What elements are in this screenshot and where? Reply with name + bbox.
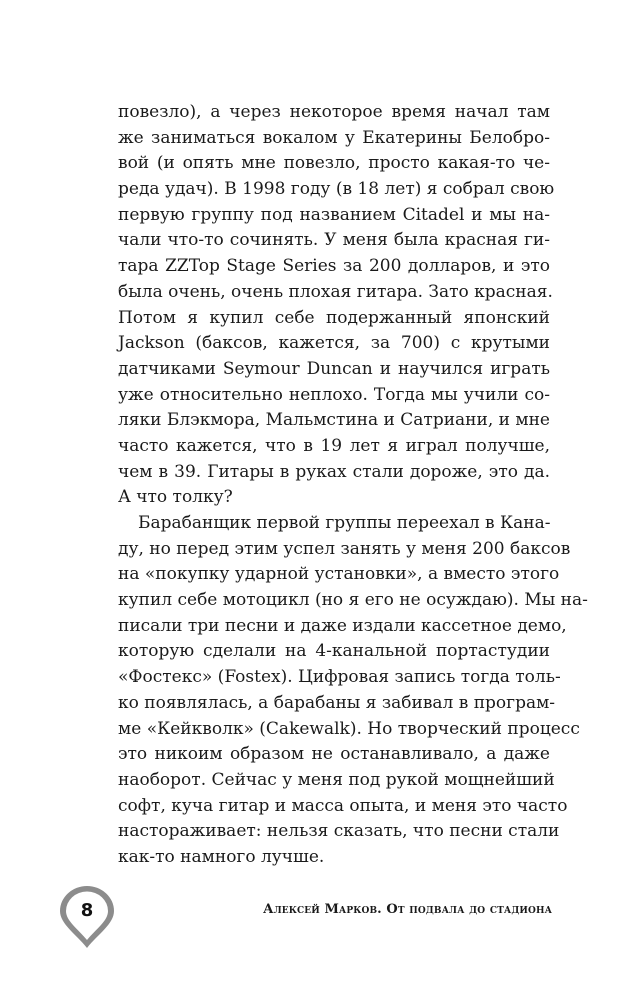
running-title: Алексей Марков. От подвала до стадиона — [263, 902, 552, 917]
text-line: это никоим образом не останавливало, а даже — [118, 744, 550, 765]
text-line: уже относительно неплохо. Тогда мы учили со- — [118, 384, 550, 405]
page-footer — [0, 880, 644, 950]
text-line: тара ZZTop Stage Series за 200 долларов, и это — [118, 256, 550, 277]
text-line: ду, но перед этим успел занять у меня 200 баксов — [118, 538, 571, 559]
text-line: на «покупку ударной установки», а вместо этого — [118, 564, 560, 585]
text-line: датчиками Seymour Duncan и научился играть — [118, 358, 550, 379]
text-line: была очень, очень плохая гитара. Зато красная. — [118, 281, 553, 302]
text-line: купил себе мотоцикл (но я его не осуждаю). Мы на- — [118, 590, 588, 611]
text-line: А что толку? — [118, 487, 233, 508]
paragraph-1 — [118, 100, 555, 511]
text-line: Потом я купил себе подержанный японский — [118, 307, 550, 328]
book-page-text — [118, 100, 588, 871]
text-line: софт, куча гитар и масса опыта, и меня это часто — [118, 795, 568, 816]
text-line: которую сделали на 4-канальной портастудии — [118, 641, 550, 662]
text-line: чали что-то сочинять. У меня была красная ги- — [118, 230, 550, 251]
text-line: наоборот. Сейчас у меня под рукой мощнейший — [118, 769, 555, 790]
paragraph-2 — [118, 511, 588, 871]
text-line: реда удач). В 1998 году (в 18 лет) я собрал свою — [118, 179, 555, 200]
text-line: же заниматься вокалом у Екатерины Белобро- — [118, 127, 550, 148]
text-line: Барабанщик первой группы переехал в Кана- — [138, 513, 551, 533]
text-line: повезло), а через некоторое время начал там — [118, 102, 550, 122]
text-line: писали три песни и даже издали кассетное демо, — [118, 615, 567, 636]
text-line: настораживает: нельзя сказать, что песни стали — [118, 821, 560, 842]
page-number: 8 — [80, 900, 94, 921]
text-line: чем в 39. Гитары в руках стали дороже, это да. — [118, 461, 550, 482]
text-line: ме «Кейкволк» (Cakewalk). Но творческий процесс — [118, 718, 580, 739]
text-line: Jackson (баксов, кажется, за 700) с крутыми — [118, 333, 550, 354]
text-line: вой (и опять мне повезло, просто какая-то че- — [118, 153, 550, 174]
text-line: ляки Блэкмора, Мальмстина и Сатриани, и мне — [118, 410, 550, 431]
text-line: ко появлялась, а барабаны я забивал в програм- — [118, 692, 556, 713]
text-line: первую группу под названием Citadel и мы на- — [118, 204, 550, 225]
text-line: как-то намного лучше. — [118, 846, 325, 867]
text-line: часто кажется, что в 19 лет я играл получше, — [118, 435, 550, 456]
text-line: «Фостекс» (Fostex). Цифровая запись тогда толь- — [118, 667, 561, 688]
